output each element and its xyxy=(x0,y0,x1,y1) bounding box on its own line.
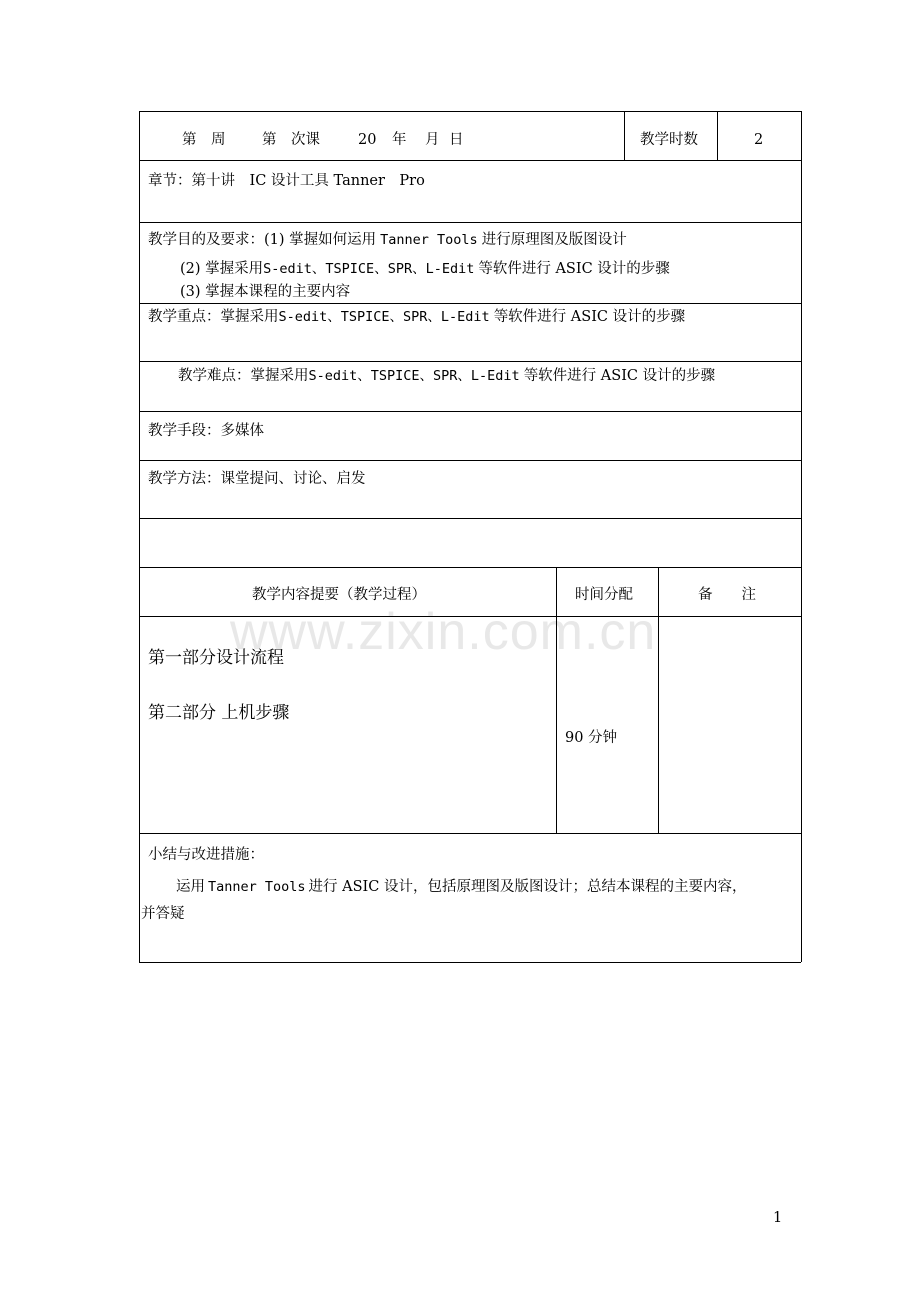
teaching-hours-label: 教学时数 xyxy=(640,132,698,148)
day-label: 日 xyxy=(449,132,464,148)
week-label: 第 周 xyxy=(182,132,226,148)
row-divider xyxy=(139,222,801,223)
difficulties-suffix: 等软件进行 ASIC 设计的步骤 xyxy=(523,368,716,384)
row-divider xyxy=(139,833,801,834)
difficulties-code: S-edit、TSPICE、SPR、L-Edit xyxy=(308,368,520,384)
content-outline-header: 教学内容提要（教学过程） xyxy=(252,587,426,603)
key-points xyxy=(148,307,685,327)
row-divider xyxy=(139,616,801,617)
key-points-code: S-edit、TSPICE、SPR、L-Edit xyxy=(278,309,490,325)
header-col-divider xyxy=(624,111,625,160)
teaching-means: 教学手段：多媒体 xyxy=(148,423,264,439)
objectives-line-1-prefix: 教学目的及要求：(1) 掌握如何运用 xyxy=(148,232,377,248)
row-divider xyxy=(139,518,801,519)
table-border-left xyxy=(139,111,140,962)
lesson-label: 第 次课 xyxy=(262,132,320,148)
summary-line-2: 并答疑 xyxy=(141,906,185,922)
time-allocation-value: 90 分钟 xyxy=(565,730,618,746)
difficulties-prefix: 教学难点：掌握采用 xyxy=(178,368,309,384)
chapter-title: 章节：第十讲 IC 设计工具 Tanner Pro xyxy=(148,173,425,189)
row-divider xyxy=(139,361,801,362)
row-divider xyxy=(139,411,801,412)
remarks-header: 备 注 xyxy=(698,587,756,603)
table-border-top xyxy=(139,111,801,112)
row-divider xyxy=(139,303,801,304)
objectives-line-2-suffix: 等软件进行 ASIC 设计的步骤 xyxy=(478,261,670,277)
objectives-line-2-code: S-edit、TSPICE、SPR、L-Edit xyxy=(263,261,475,277)
key-points-suffix: 等软件进行 ASIC 设计的步骤 xyxy=(493,309,686,325)
table-border-right xyxy=(801,111,802,962)
objectives-line-3: (3) 掌握本课程的主要内容 xyxy=(180,284,351,300)
summary-line-1-suffix: 进行 ASIC 设计，包括原理图及版图设计；总结本课程的主要内容， xyxy=(308,879,747,895)
row-divider xyxy=(139,567,801,568)
content-col-divider xyxy=(658,567,659,833)
month-label: 月 xyxy=(425,132,440,148)
page-number: 1 xyxy=(773,1210,783,1226)
objectives-line-1-code: Tanner Tools xyxy=(380,232,478,248)
year-label: 年 xyxy=(392,132,407,148)
objectives-line-2-prefix: (2) 掌握采用 xyxy=(180,261,264,277)
key-points-prefix: 教学重点：掌握采用 xyxy=(148,309,279,325)
objectives-line-2 xyxy=(180,259,670,279)
difficulties xyxy=(178,366,715,386)
watermark: www.zixin.com.cn xyxy=(230,603,657,661)
header-col-divider xyxy=(717,111,718,160)
row-divider xyxy=(139,460,801,461)
table-border-bottom xyxy=(139,962,801,963)
summary-title: 小结与改进措施： xyxy=(148,847,264,863)
content-part-1: 第一部分设计流程 xyxy=(148,648,284,668)
summary-line-1 xyxy=(176,877,747,897)
year-number: 20 xyxy=(358,132,377,148)
content-part-2: 第二部分 上机步骤 xyxy=(148,703,290,723)
objectives-line-1 xyxy=(148,230,627,250)
row-divider xyxy=(139,160,801,161)
objectives-line-1-suffix: 进行原理图及版图设计 xyxy=(481,232,627,248)
summary-line-1-code: Tanner Tools xyxy=(208,879,306,895)
content-col-divider xyxy=(556,567,557,833)
summary-line-1-prefix: 运用 xyxy=(176,879,205,895)
teaching-methods: 教学方法：课堂提问、讨论、启发 xyxy=(148,471,366,487)
time-allocation-header: 时间分配 xyxy=(575,587,633,603)
teaching-hours-value: 2 xyxy=(754,132,764,148)
